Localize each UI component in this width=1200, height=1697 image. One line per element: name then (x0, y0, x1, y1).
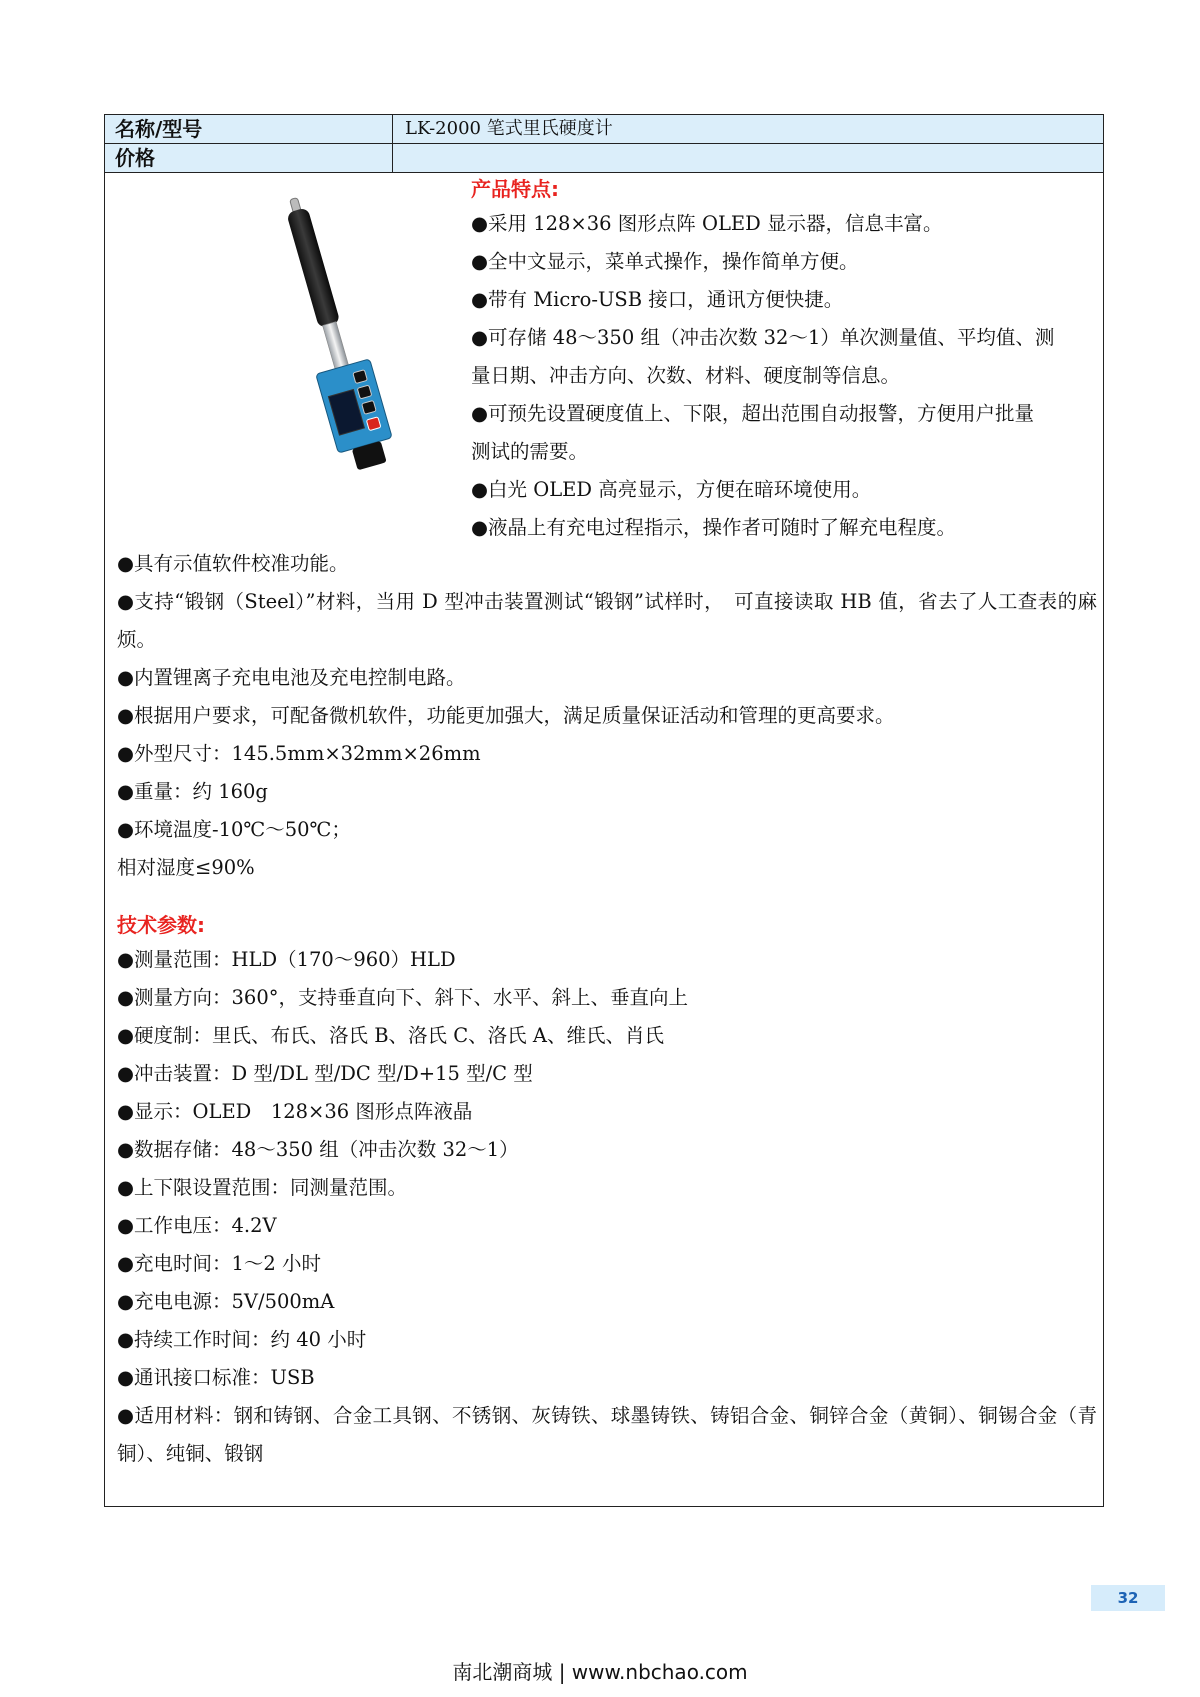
price-value (393, 144, 1103, 172)
spec-line: ●工作电压：4.2V (117, 1214, 277, 1237)
spec-line: ●通讯接口标准：USB (117, 1366, 315, 1389)
spec-line: ●充电时间：1～2 小时 (117, 1252, 322, 1275)
page-number: 32 (1091, 1585, 1165, 1611)
features-block (471, 173, 1091, 547)
hardness-tester-icon (235, 187, 495, 487)
spec-line: ●持续工作时间：约 40 小时 (117, 1328, 367, 1351)
feature-line: ●采用 128×36 图形点阵 OLED 显示器，信息丰富。 (471, 212, 943, 235)
feature-line: ●全中文显示，菜单式操作，操作简单方便。 (471, 250, 859, 273)
name-label: 名称/型号 (105, 115, 393, 143)
footer-link[interactable]: 南北潮商城 | www.nbchao.com (452, 1660, 748, 1684)
feature-line: ●可存储 48～350 组（冲击次数 32～1）单次测量值、平均值、测 (471, 326, 1055, 349)
spec-line: ●冲击装置：D 型/DL 型/DC 型/D+15 型/C 型 (117, 1062, 533, 1085)
spec-line: ●数据存储：48～350 组（冲击次数 32～1） (117, 1138, 519, 1161)
product-sheet (104, 114, 1104, 1507)
price-label: 价格 (105, 144, 393, 172)
spec-line: ●充电电源：5V/500mA (117, 1290, 335, 1313)
feature-line: ●内置锂离子充电电池及充电控制电路。 (117, 666, 466, 689)
name-value: LK-2000 笔式里氏硬度计 (405, 118, 613, 139)
spec-line: ●测量范围：HLD（170～960）HLD (117, 948, 456, 971)
features-heading: 产品特点: (471, 177, 559, 201)
feature-line: ●液晶上有充电过程指示，操作者可随时了解充电程度。 (471, 516, 957, 539)
product-image (235, 187, 495, 487)
price-row (105, 144, 1103, 173)
name-row (105, 115, 1103, 144)
specs-heading: 技术参数: (117, 913, 205, 937)
feature-line: ●根据用户要求，可配备微机软件，功能更加强大，满足质量保证活动和管理的更高要求。 (117, 704, 895, 727)
feature-line: ●支持“锻钢（Steel）”材料，当用 D 型冲击装置测试“锻钢”试样时， 可直接读取 HB 值，省去了人工查表的麻烦。 (117, 590, 1097, 651)
feature-line: ●外型尺寸：145.5mm×32mm×26mm (117, 742, 481, 765)
spec-line: ●硬度制：里氏、布氏、洛氏 B、洛氏 C、洛氏 A、维氏、肖氏 (117, 1024, 664, 1047)
spec-line: ●上下限设置范围：同测量范围。 (117, 1176, 408, 1199)
spec-line: ●显示：OLED 128×36 图形点阵液晶 (117, 1100, 473, 1123)
feature-line: 测试的需要。 (471, 440, 589, 463)
spec-line: ●适用材料：钢和铸钢、合金工具钢、不锈钢、灰铸铁、球墨铸铁、铸铝合金、铜锌合金（黄铜）、铜锡合金（青铜）、纯铜、锻钢 (117, 1404, 1097, 1465)
feature-line: 量日期、冲击方向、次数、材料、硬度制等信息。 (471, 364, 901, 387)
feature-line: ●带有 Micro-USB 接口，通讯方便快捷。 (471, 288, 844, 311)
feature-line: ●具有示值软件校准功能。 (117, 552, 349, 575)
feature-line: ●白光 OLED 高亮显示，方便在暗环境使用。 (471, 478, 872, 501)
feature-line: ●重量：约 160g (117, 780, 268, 803)
feature-line: ●可预先设置硬度值上、下限，超出范围自动报警，方便用户批量 (471, 402, 1035, 425)
lower-block (117, 545, 1097, 1473)
spec-line: ●测量方向：360°，支持垂直向下、斜下、水平、斜上、垂直向上 (117, 986, 688, 1009)
feature-line: ●环境温度-10℃～50℃； (117, 818, 351, 841)
spacer (117, 887, 1097, 909)
feature-line: 相对湿度≤90% (117, 856, 255, 879)
